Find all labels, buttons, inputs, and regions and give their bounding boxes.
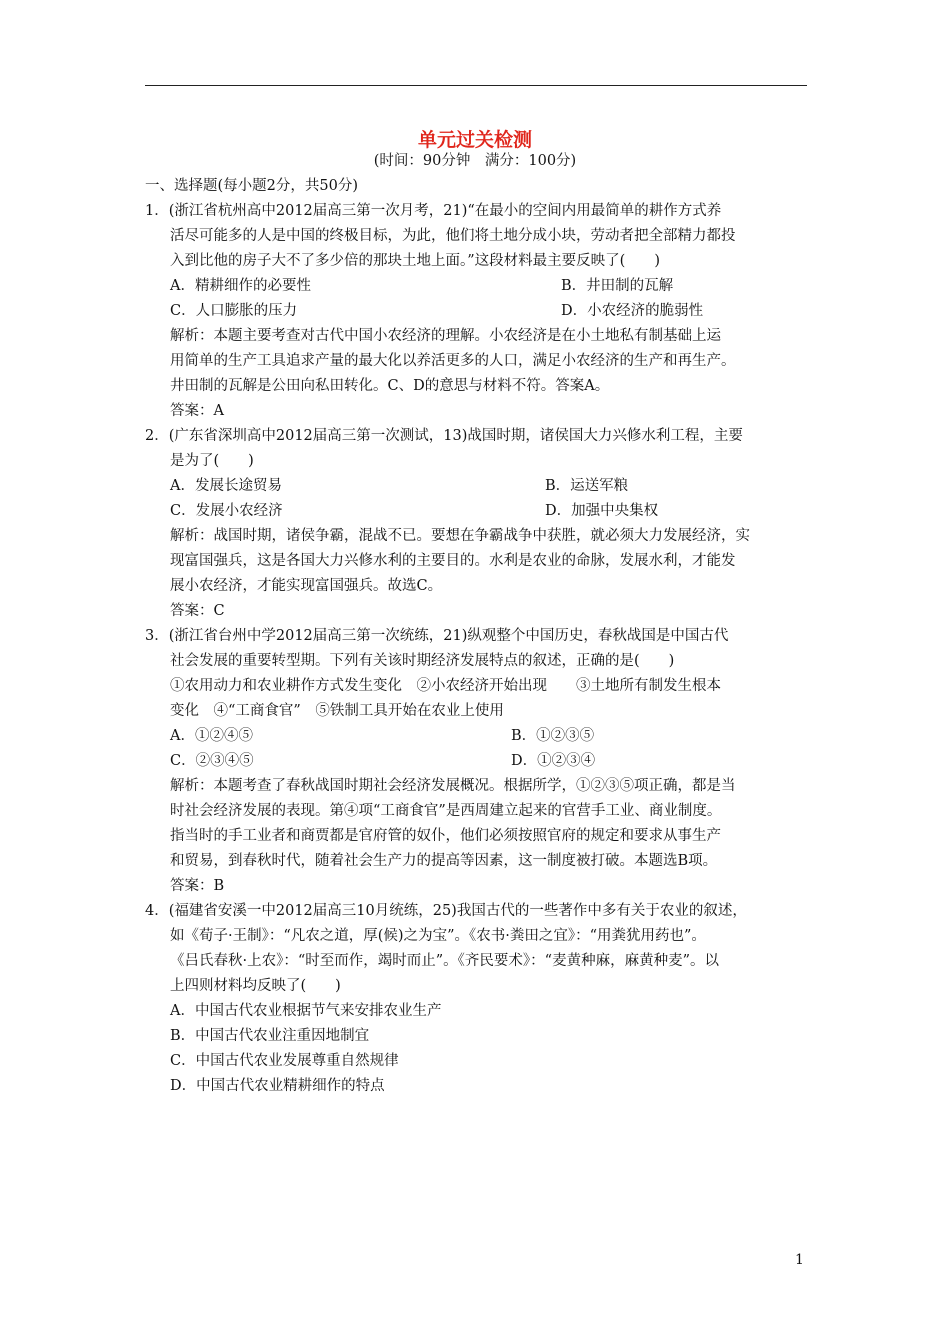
- option-a: A．精耕细作的必要性: [170, 278, 311, 294]
- analysis-line: 解析：战国时期，诸侯争霸，混战不已。要想在争霸战争中获胜，就必须大力发展经济，实: [170, 528, 750, 544]
- exam-info: (时间：90分钟 满分：100分): [373, 153, 577, 169]
- option-c: C．发展小农经济: [170, 503, 283, 519]
- analysis-line: 展小农经济，才能实现富国强兵。故选C。: [170, 578, 443, 594]
- option-a: A．中国古代农业根据节气来安排农业生产: [170, 1003, 442, 1019]
- option-d: D．小农经济的脆弱性: [561, 303, 704, 319]
- analysis-line: 井田制的瓦解是公田向私田转化。C、D的意思与材料不符。答案A。: [170, 378, 610, 394]
- question-stem-line: 如《荀子·王制》：“凡农之道，厚(候)之为宝”。《农书·粪田之宜》：“用粪犹用药也”。: [170, 928, 706, 944]
- option-a: A．①②④⑤: [170, 728, 253, 744]
- question-stem-line: 社会发展的重要转型期。下列有关该时期经济发展特点的叙述，正确的是( ): [170, 653, 675, 669]
- option-a: A．发展长途贸易: [170, 478, 282, 494]
- question-stem-line: 是为了( ): [170, 453, 254, 469]
- analysis-line: 用简单的生产工具追求产量的最大化以养活更多的人口，满足小农经济的生产和再生产。: [170, 353, 736, 369]
- option-d: D．中国古代农业精耕细作的特点: [170, 1078, 385, 1094]
- option-d: D．加强中央集权: [545, 503, 659, 519]
- analysis-line: 和贸易，到春秋时代，随着社会生产力的提高等因素，这一制度被打破。本题选B项。: [170, 853, 718, 869]
- option-b: B．运送军粮: [545, 478, 629, 494]
- option-d: D．①②③④: [511, 753, 596, 769]
- page-number: 1: [795, 1252, 804, 1268]
- answer-line: 答案：B: [170, 878, 225, 894]
- answer-line: 答案：C: [170, 603, 225, 619]
- analysis-line: 解析：本题主要考查对古代中国小农经济的理解。小农经济是在小土地私有制基础上运: [170, 328, 721, 344]
- option-c: C．人口膨胀的压力: [170, 303, 298, 319]
- option-b: B．①②③⑤: [511, 728, 595, 744]
- question-stem-line: 上四则材料均反映了( ): [170, 978, 341, 994]
- option-b: B．井田制的瓦解: [561, 278, 674, 294]
- question-stem-line: 2．(广东省深圳高中2012届高三第一次测试，13)战国时期，诸侯国大力兴修水利工程，主要: [145, 428, 743, 444]
- analysis-line: 解析：本题考查了春秋战国时期社会经济发展概况。根据所学，①②③⑤项正确，都是当: [170, 778, 736, 794]
- question-stem-line: 《吕氏春秋·上农》：“时至而作，竭时而止”。《齐民要术》：“麦黄种麻，麻黄种麦”。以: [170, 953, 720, 969]
- question-stem-line: ①农用动力和农业耕作方式发生变化 ②小农经济开始出现 ③土地所有制发生根本: [170, 678, 721, 694]
- question-stem-line: 变化 ④“工商食官” ⑤铁制工具开始在农业上使用: [170, 703, 504, 719]
- header-rule: [145, 85, 807, 86]
- analysis-line: 指当时的手工业者和商贾都是官府管的奴仆，他们必须按照官府的规定和要求从事生产: [170, 828, 721, 844]
- option-b: B．中国古代农业注重因地制宜: [170, 1028, 370, 1044]
- question-stem-line: 4．(福建省安溪一中2012届高三10月统练，25)我国古代的一些著作中多有关于农业的叙述，: [145, 903, 747, 919]
- section-heading: 一、选择题(每小题2分，共50分): [145, 178, 358, 194]
- option-c: C．中国古代农业发展尊重自然规律: [170, 1053, 399, 1069]
- document-title: 单元过关检测: [417, 129, 532, 151]
- question-stem-line: 1．(浙江省杭州高中2012届高三第一次月考，21)“在最小的空间内用最简单的耕作方式养: [145, 203, 722, 219]
- option-c: C．②③④⑤: [170, 753, 254, 769]
- question-stem-line: 入到比他的房子大不了多少倍的那块土地上面。”这段材料最主要反映了( ): [170, 253, 660, 269]
- question-stem-line: 3．(浙江省台州中学2012届高三第一次统练，21)纵观整个中国历史，春秋战国是中国古代: [145, 628, 729, 644]
- answer-line: 答案：A: [170, 403, 224, 419]
- analysis-line: 时社会经济发展的表现。第④项“工商食官”是西周建立起来的官营手工业、商业制度。: [170, 803, 722, 819]
- analysis-line: 现富国强兵，这是各国大力兴修水利的主要目的。水利是农业的命脉，发展水利，才能发: [170, 553, 736, 569]
- question-stem-line: 活尽可能多的人是中国的终极目标，为此，他们将土地分成小块，劳动者把全部精力都投: [170, 228, 736, 244]
